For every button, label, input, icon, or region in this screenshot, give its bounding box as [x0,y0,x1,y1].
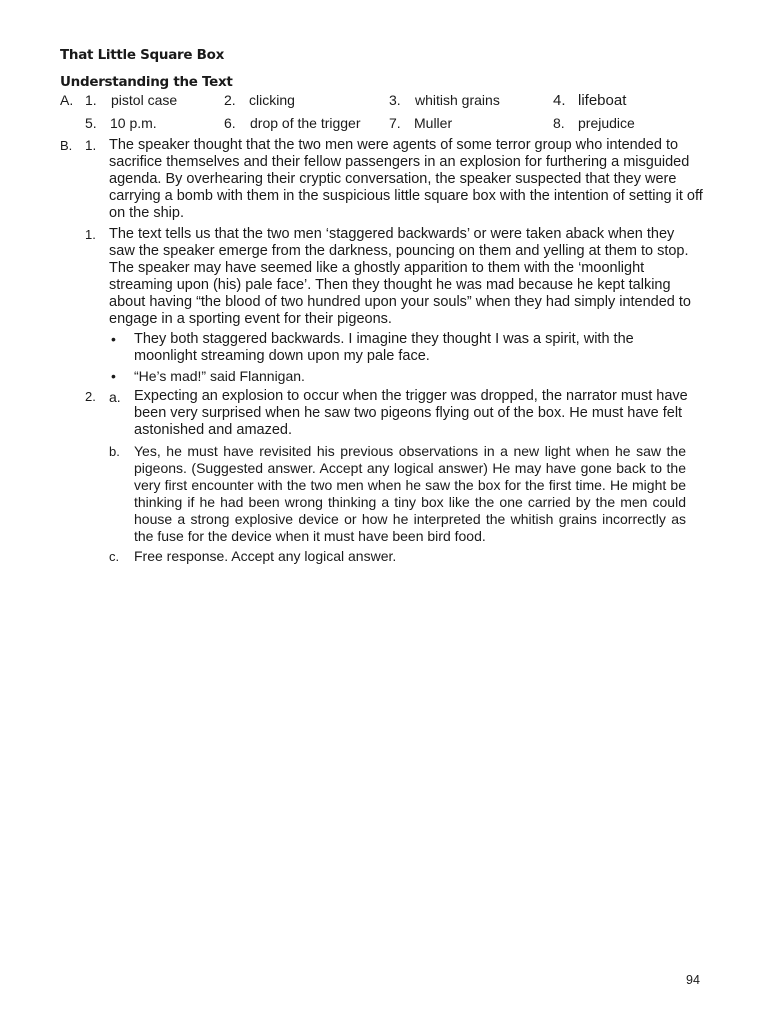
answer-number: 8. [553,115,565,131]
part-a-marker: A. [60,92,74,108]
answer-text: lifeboat [578,92,627,109]
sub-answer-a-text: Expecting an explosion to occur when the trigger was dropped, the narrator must have been very surprised when he saw two pigeons flying out of the box. He must have felt astonished and amazed. [134,388,688,438]
page-title: That Little Square Box [60,47,224,63]
sub-label-c: c. [109,549,120,564]
answer-text: Muller [414,115,453,131]
answer-number: 4. [553,92,566,109]
answer-paragraph: The speaker thought that the two men were agents of some terror group who intended to sacrifice themselves and their fellow passengers in an explosion for furthering a misguided agenda. By overhearing their cryptic conversation, the speaker suspected that they were carrying a bomb with them in the suspicious little square box with the intention of setting it off on the ship. [109,137,703,221]
quote-bullet: “He’s mad!” said Flannigan. [134,368,305,384]
answer-number: 5. [85,115,97,131]
sub-answer-a [131,388,691,439]
question-number: 1. [85,227,96,242]
answer-text: prejudice [578,115,635,131]
answer-number: 3. [389,92,401,108]
bullet-marker: • [111,331,116,347]
question-number: 2. [85,389,96,404]
answer-text: whitish grains [415,92,500,108]
section-heading: Understanding the Text [60,74,233,90]
answer-number: 7. [389,115,401,131]
part-b-marker: B. [60,138,73,153]
answer-text: clicking [249,92,295,108]
answer-text: 10 p.m. [110,115,157,131]
answer-number: 1. [85,92,97,108]
bullet-marker: • [111,368,116,384]
answer-text: drop of the trigger [250,115,361,131]
sub-label-a: a. [109,389,121,405]
answer-text: pistol case [111,92,178,108]
answer-number: 2. [224,92,236,108]
sub-label-b: b. [109,444,120,459]
quote-bullet: They both staggered backwards. I imagine they thought I was a spirit, with the moonlight streaming down upon my pale face. [134,331,634,364]
sub-answer-b: Yes, he must have revisited his previous observations in a new light when he saw the pigeons. (Suggested answer. Accept any logical answer) He may have gone back to the very first encounter with the two men when he saw the box for the first time. He might be thinking if he had been wrong thinking a tiny box like the one carried by the men could house a strong explosive device or how he interpreted the whitish grains incorrectly as the fuse for the device when it must have been bird food. [134,443,686,544]
sub-answer-c: Free response. Accept any logical answer. [134,548,397,564]
answer-number: 6. [224,115,236,131]
question-number: 1. [85,138,97,153]
page-number: 94 [686,973,700,987]
answer-paragraph: The text tells us that the two men ‘staggered backwards’ or were taken aback when they saw the speaker emerge from the darkness, pouncing on them and yelling at them to stop. The speaker may have seemed like a ghostly apparition to them with the ‘moonlight streaming upon (his) pale face’. Then they thought he was mad because he kept talking about having “the blood of two hundred upon your souls” when they had simply intended to engage in a sporting event for their pigeons. [109,226,691,327]
